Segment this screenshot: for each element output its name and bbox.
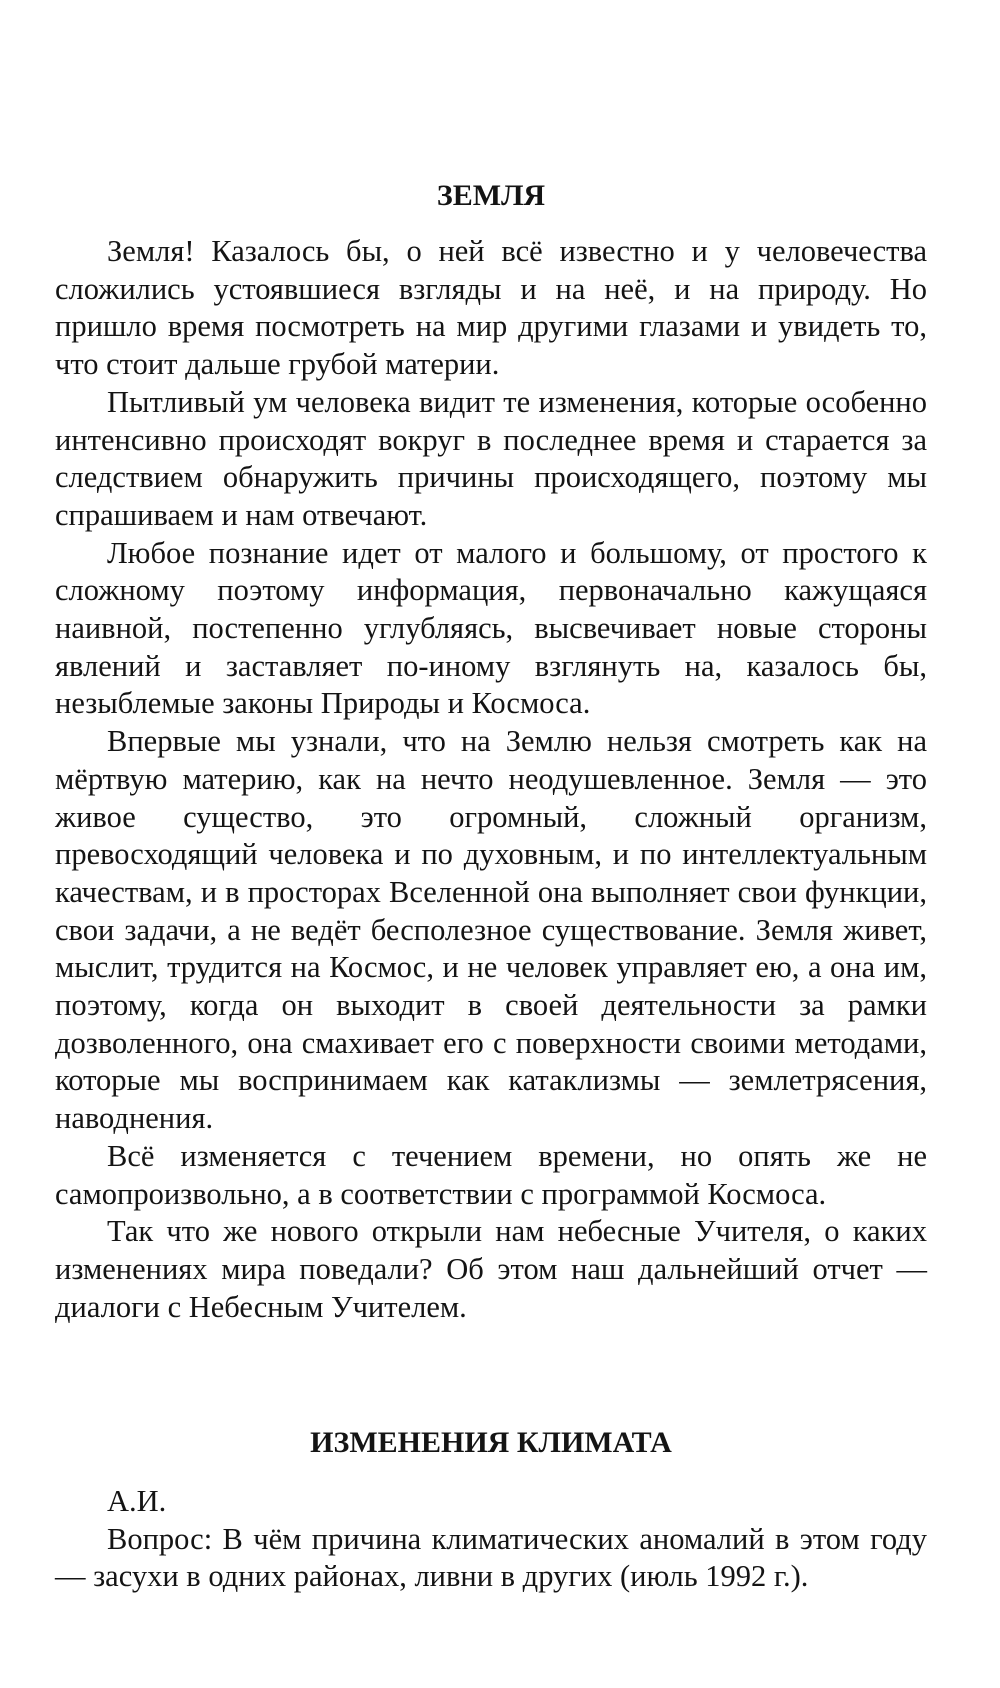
section-title-climate: ИЗМЕНЕНИЯ КЛИМАТА	[310, 1426, 672, 1459]
paragraph: Всё изменяется с течением времени, но опять же не самопроизвольно, а в соответствии с программой Космоса.	[55, 1138, 927, 1211]
question-paragraph: Вопрос: В чём причина климатических аномалий в этом году — засухи в одних районах, ливни в других (июль 1992 г.).	[55, 1521, 927, 1594]
book-page	[55, 0, 927, 1688]
paragraph: Земля! Казалось бы, о ней всё известно и у человечества сложились устоявшиеся взгляды и на неё, и на природу. Но пришло время посмотреть на мир другими глазами и увидеть то, что стоит дальше грубой материи.	[55, 234, 927, 382]
paragraph: Впервые мы узнали, что на Землю нельзя смотреть как на мёртвую материю, как на нечто неодушевленное. Земля — это живое существо, это огромный, сложный организм, превосходящий человека и по духовным, и по интеллектуальным качествам, и в просторах Вселенной она выполняет свои функции, свои задачи, а не ведёт бесполезное существование. Земля живет, мыслит, трудится на Космос, и не человек управляет ею, а она им, поэтому, когда он выходит в своей деятельности за рамки дозволенного, она смахивает его с поверхности своими методами, которые мы воспринимаем как катаклизмы — землетрясения, наводнения.	[55, 724, 927, 1136]
author-initials: А.И.	[107, 1484, 167, 1518]
paragraph: Любое познание идет от малого и большому, от простого к сложному поэтому информация, первоначально кажущаяся наивной, постепенно углубляясь, высвечивает новые стороны явлений и заставляет по-иному взглянуть на, казалось бы, незыблемые законы Природы и Космоса.	[55, 535, 927, 721]
section-climate-body	[55, 1483, 927, 1596]
section-earth-body	[55, 233, 927, 1326]
paragraph: Пытливый ум человека видит те изменения, которые особенно интенсивно происходят вокруг в последнее время и старается за следствием обнаружить причины происходящего, поэтому мы спрашиваем и нам отвечают.	[55, 384, 927, 532]
paragraph: Так что же нового открыли нам небесные Учителя, о каких изменениях мира поведали? Об этом наш дальнейший отчет — диалоги с Небесным Учителем.	[55, 1214, 927, 1324]
section-title-earth: ЗЕМЛЯ	[436, 179, 546, 212]
